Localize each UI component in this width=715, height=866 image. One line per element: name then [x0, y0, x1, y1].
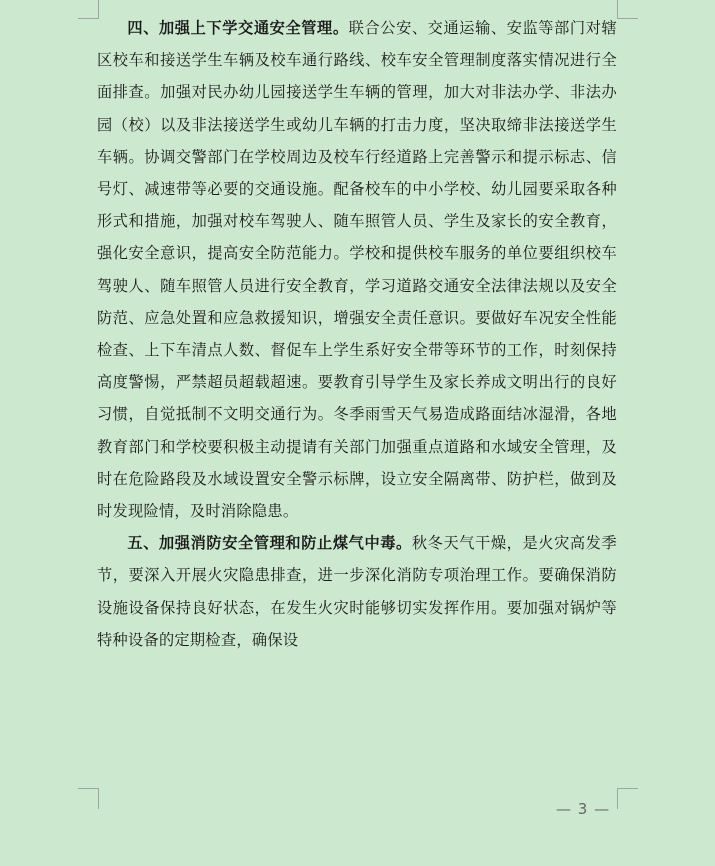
margin-mark-top-right [617, 0, 638, 19]
paragraph-body-traffic-safety: 联合公安、交通运输、安监等部门对辖区校车和接送学生车辆及校车通行路线、校车安全管理制度落实情况进行全面排查。加强对民办幼儿园接送学生车辆的管理，加大对非法办学、非法办园（校）以及非法接送学生或幼儿车辆的打击力度，坚决取缔非法接送学生车辆。协调交警部门在学校周边及校车行经道路上完善警示和提示标志、信号灯、减速带等必要的交通设施。配备校车的中小学校、幼儿园要采取各种形式和措施，加强对校车驾驶人、随车照管人员、学生及家长的安全教育，强化安全意识，提高安全防范能力。学校和提供校车服务的单位要组织校车驾驶人、随车照管人员进行安全教育，学习道路交通安全法律法规以及安全防范、应急处置和应急救援知识，增强安全责任意识。要做好车况安全性能检查、上下车清点人数、督促车上学生系好安全带等环节的工作，时刻保持高度警惕，严禁超员超载超速。要教育引导学生及家长养成文明出行的良好习惯，自觉抵制不文明交通行为。冬季雨雪天气易造成路面结冰湿滑，各地教育部门和学校要积极主动提请有关部门加强重点道路和水域安全管理，及时在危险路段及水域设置安全警示标牌，设立安全隔离带、防护栏，做到及时发现险情，及时消除隐患。 [97, 19, 618, 521]
paragraph-fire-safety [97, 527, 617, 656]
paragraph-traffic-safety [97, 12, 617, 527]
section-heading-fire-safety: 五、加强消防安全管理和防止煤气中毒。 [127, 534, 412, 553]
document-body[interactable] [97, 12, 617, 656]
margin-mark-top-left [78, 0, 99, 19]
margin-mark-bottom-left [78, 788, 99, 809]
page-number: — 3 — [556, 800, 611, 818]
paragraph-body-fire-safety: 秋冬天气干燥，是火灾高发季节，要深入开展火灾隐患排查，进一步深化消防专项治理工作。要确保消防设施设备保持良好状态，在发生火灾时能够切实发挥作用。要加强对锅炉等特种设备的定期检查，确保设 [97, 534, 617, 649]
section-heading-traffic-safety: 四、加强上下学交通安全管理。 [127, 19, 349, 37]
margin-mark-bottom-right [617, 788, 638, 809]
